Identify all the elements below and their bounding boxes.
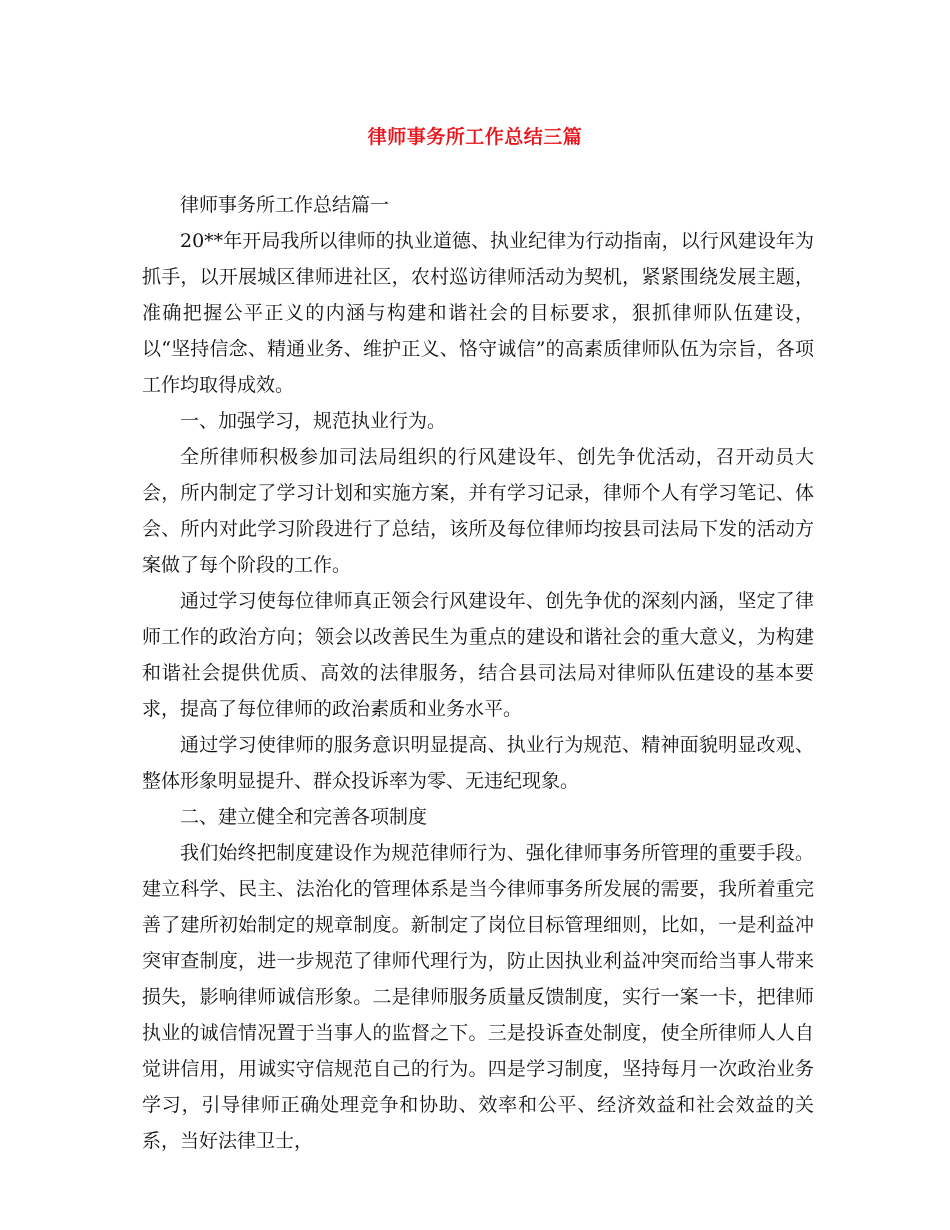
paragraph: 通过学习使每位律师真正领会行风建设年、创先争优的深刻内涵，坚定了律师工作的政治方向；领会以改善民生为重点的建设和谐社会的重大意义，为构建和谐社会提供优质、高效的法律服务，结合县司法局对律师队伍建设的基本要求，提高了每位律师的政治素质和业务水平。 [142,590,814,720]
paragraph: 我们始终把制度建设作为规范律师行为、强化律师事务所管理的重要手段。建立科学、民主、法治化的管理体系是当今律师事务所发展的需要，我所着重完善了建所初始制定的规章制度。新制定了岗位目标管理细则，比如，一是利益冲突审查制度，进一步规范了律师代理行为，防止因执业利益冲突而给当事人带来损失，影响律师诚信形象。二是律师服务质量反馈制度，实行一案一卡，把律师执业的诚信情况置于当事人的监督之下。三是投诉查处制度，使全所律师人人自觉讲信用，用诚实守信规范自己的行为。四是学习制度，坚持每月一次政治业务学习，引导律师正确处理竞争和协助、效率和公平、经济效益和社会效益的关系，当好法律卫士， [142,842,814,1152]
paragraph: 全所律师积极参加司法局组织的行风建设年、创先争优活动，召开动员大会，所内制定了学习计划和实施方案，并有学习记录，律师个人有学习笔记、体会、所内对此学习阶段进行了总结，该所及每位律师均按县司法局下发的活动方案做了每个阶段的工作。 [142,446,814,576]
document-title: 律师事务所工作总结三篇 [367,126,583,148]
section-heading: 二、建立健全和完善各项制度 [180,806,428,828]
paragraph: 20**年开局我所以律师的执业道德、执业纪律为行动指南，以行风建设年为抓手，以开展城区律师进社区，农村巡访律师活动为契机，紧紧围绕发展主题，准确把握公平正义的内涵与构建和谐社会的目标要求，狠抓律师队伍建设，以“坚持信念、精通业务、维护正义、恪守诚信”的高素质律师队伍为宗旨，各项工作均取得成效。 [142,230,814,396]
paragraph: 通过学习使律师的服务意识明显提高、执业行为规范、精神面貌明显改观、整体形象明显提升、群众投诉率为零、无违纪现象。 [142,734,814,792]
section-heading-part-one: 律师事务所工作总结篇一 [180,194,390,216]
section-heading: 一、加强学习，规范执业行为。 [180,410,447,432]
document-body [142,187,814,1159]
